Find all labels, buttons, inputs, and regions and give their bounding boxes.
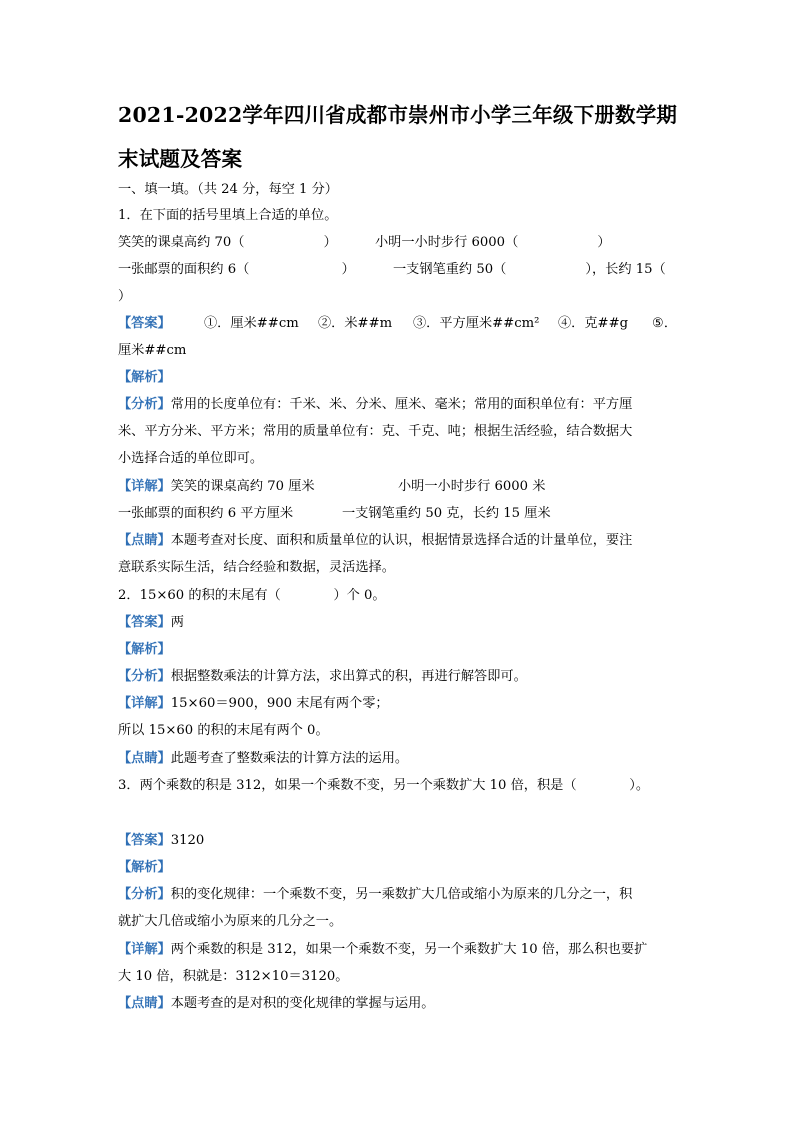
question-2-stem: 2．15×60 的积的末尾有（ ）个 0。 <box>118 588 386 603</box>
question-1-detail-walk: 小明一小时步行 6000 米 <box>398 479 546 494</box>
question-3-answer-value: 3120 <box>170 833 205 848</box>
question-3-stem: 3．两个乘数的积是 312，如果一个乘数不变，另一个乘数扩大 10 倍，积是（ ）。 <box>118 778 650 793</box>
question-1-detail-line-1 <box>118 478 315 496</box>
question-2-fenxi-text: 根据整数乘法的计算方法，求出算式的积，再进行解答即可。 <box>170 669 527 684</box>
question-1-analysis-line-2: 米、平方分米、平方米；常用的质量单位有：克、千克、吨；根据生活经验，结合数据大 <box>118 424 633 439</box>
question-1-comment-line-1 <box>118 532 632 550</box>
question-3-fenxi-text: 积的变化规律：一个乘数不变，另一乘数扩大几倍或缩小为原来的几分之一，积 <box>170 887 633 902</box>
analysis-label: 【解析】 <box>118 860 171 875</box>
fenxi-label: 【分析】 <box>118 397 171 412</box>
question-1-blank-walk-distance: 小明一小时步行 6000（ ） <box>375 235 611 250</box>
question-1-fenxi-text: 常用的长度单位有：千米、米、分米、厘米、毫米；常用的面积单位有：平方厘 <box>170 397 633 412</box>
question-1-stem: 1．在下面的括号里填上合适的单位。 <box>118 208 338 223</box>
answer-label: 【答案】 <box>118 316 171 331</box>
question-2-comment <box>118 750 408 768</box>
question-1-blank-desk-height: 笑笑的课桌高约 70（ ） <box>118 235 337 250</box>
xiangjie-label: 【详解】 <box>118 696 171 711</box>
dianjing-label: 【点睛】 <box>118 533 171 548</box>
question-3-comment-text: 本题考查的是对积的变化规律的掌握与运用。 <box>170 996 435 1011</box>
question-1-answer-4: ④．克##g <box>558 316 629 331</box>
question-1-comment-line-2: 意联系实际生活，结合经验和数据，灵活选择。 <box>118 560 395 575</box>
question-3-detail-line-1 <box>118 941 647 959</box>
question-2-answer-value: 两 <box>170 615 184 630</box>
question-3-comment <box>118 995 435 1013</box>
question-3-analysis-line-1 <box>118 886 632 904</box>
question-2-comment-text: 此题考查了整数乘法的计算方法的运用。 <box>170 751 409 766</box>
question-2-detail-line-2: 所以 15×60 的积的末尾有两个 0。 <box>118 723 329 738</box>
question-1-blank-pen-weight: 一支钢笔重约 50（ ），长约 15（ <box>393 262 666 277</box>
answer-label: 【答案】 <box>118 833 171 848</box>
fenxi-label: 【分析】 <box>118 669 171 684</box>
question-1-analysis-line-3: 小选择合适的单位即可。 <box>118 451 264 466</box>
question-1-analysis-line-1 <box>118 396 632 414</box>
question-2-detail-text: 15×60＝900，900 末尾有两个零； <box>170 696 389 711</box>
xiangjie-label: 【详解】 <box>118 942 171 957</box>
xiangjie-label: 【详解】 <box>118 479 171 494</box>
question-2-answer <box>118 614 184 632</box>
question-3-detail-line-2: 大 10 倍，积就是：312×10＝3120。 <box>118 969 349 984</box>
dianjing-label: 【点睛】 <box>118 996 171 1011</box>
question-1-answer-1: ①．厘米##cm <box>204 316 299 331</box>
question-2-analysis <box>118 668 527 686</box>
question-1-answer-3: ③．平方厘米##cm² <box>413 316 540 331</box>
question-1-detail-stamp: 一张邮票的面积约 6 平方厘米 <box>118 506 294 521</box>
question-2-detail-line-1 <box>118 695 389 713</box>
section-heading: 一、填一填。（共 24 分，每空 1 分） <box>118 182 338 197</box>
dianjing-label: 【点睛】 <box>118 751 171 766</box>
answer-label: 【答案】 <box>118 615 171 630</box>
analysis-label: 【解析】 <box>118 370 171 385</box>
question-1-comment-text: 本题考查对长度、面积和质量单位的认识，根据情景选择合适的计量单位，要注 <box>170 533 633 548</box>
analysis-label: 【解析】 <box>118 642 171 657</box>
question-1-detail-desk: 笑笑的课桌高约 70 厘米 <box>170 479 315 494</box>
question-1-answer-5-continued: 厘米##cm <box>118 343 187 358</box>
question-1-answer-5: ⑤． <box>652 316 678 331</box>
question-1-blank-continuation: ） <box>118 289 132 304</box>
question-1-answer-2: ②．米##m <box>318 316 393 331</box>
document-title-line-1: 2021-2022学年四川省成都市崇州市小学三年级下册数学期 <box>118 103 678 127</box>
question-1-detail-pen: 一支钢笔重约 50 克，长约 15 厘米 <box>342 506 551 521</box>
question-1-blank-stamp-area: 一张邮票的面积约 6（ ） <box>118 262 355 277</box>
fenxi-label: 【分析】 <box>118 887 171 902</box>
question-3-answer <box>118 832 204 850</box>
document-title-line-2: 末试题及答案 <box>118 147 243 171</box>
question-3-detail-text: 两个乘数的积是 312，如果一个乘数不变，另一个乘数扩大 10 倍，那么积也要扩 <box>170 942 648 957</box>
question-3-analysis-line-2: 就扩大几倍或缩小为原来的几分之一。 <box>118 914 343 929</box>
